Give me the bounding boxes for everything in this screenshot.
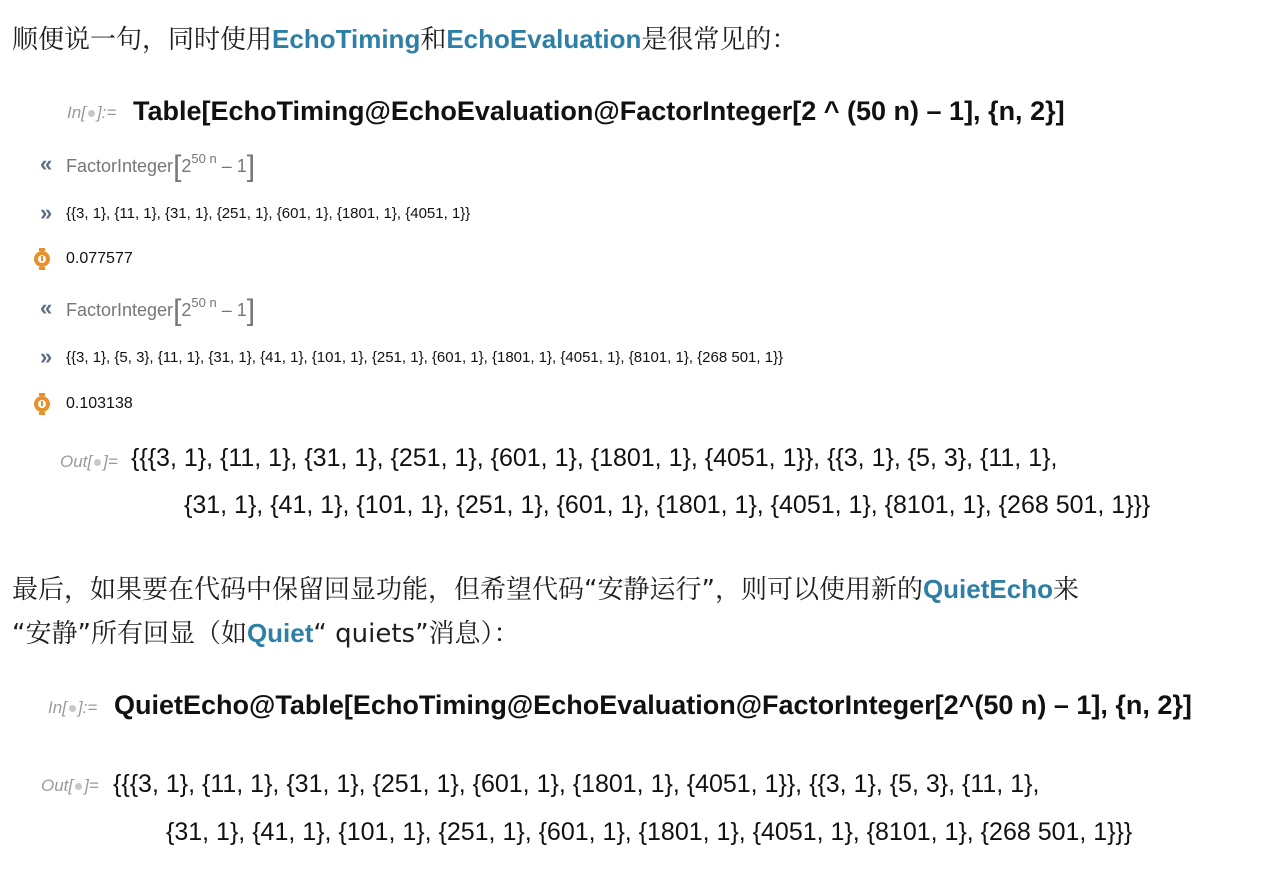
echo-output-mark: » bbox=[40, 344, 53, 369]
out-label: Out[ ]= bbox=[60, 452, 118, 471]
echo-output-mark: » bbox=[40, 200, 53, 225]
cell-dot-icon bbox=[94, 459, 101, 466]
echo-input-mark: « bbox=[40, 151, 53, 176]
quietecho-paragraph-line1: 最后，如果要在代码中保留回显功能，但希望代码“安静运行”，则可以使用新的QuietEcho来 bbox=[12, 574, 1079, 605]
cell-dot-icon bbox=[88, 110, 95, 117]
output-line: {31, 1}, {41, 1}, {101, 1}, {251, 1}, {601, 1}, {1801, 1}, {4051, 1}, {8101, 1}, {268 501, 1}}} bbox=[166, 818, 1133, 846]
cell-dot-icon bbox=[69, 705, 76, 712]
intro-text-mid: 和 bbox=[420, 25, 447, 55]
timing-clock-icon bbox=[34, 251, 50, 271]
echo-input-mark: « bbox=[40, 295, 53, 320]
cell-dot-icon bbox=[75, 783, 82, 790]
in-label: In[ ]:= bbox=[67, 103, 117, 122]
echo-expression: $FactorInteger[2^{50 n} - 1]$ bbox=[66, 294, 256, 327]
echoevaluation-link[interactable]: EchoEvaluation bbox=[446, 24, 642, 54]
echo-result: {{3, 1}, {5, 3}, {11, 1}, {31, 1}, {41, 1}, {101, 1}, {251, 1}, {601, 1}, {1801, 1}, {4051, 1}, {8101, 1}, {268 501, 1}} bbox=[66, 349, 784, 366]
intro-paragraph bbox=[12, 24, 797, 55]
timing-value: 0.103138 bbox=[66, 395, 133, 412]
quiet-link[interactable]: Quiet bbox=[246, 618, 314, 648]
timing-value: 0.077577 bbox=[66, 250, 133, 267]
output-line: {{{3, 1}, {11, 1}, {31, 1}, {251, 1}, {601, 1}, {1801, 1}, {4051, 1}}, {{3, 1}, {5, 3}, {11, 1}, bbox=[113, 770, 1040, 798]
out-label: Out[ ]= bbox=[41, 776, 99, 795]
input-code[interactable]: QuietEcho@Table[EchoTiming@EchoEvaluation@FactorInteger[2^(50 n) – 1], {n, 2}] bbox=[114, 690, 1192, 720]
intro-text: 顺便说一句，同时使用 bbox=[12, 25, 273, 55]
intro-text-end: 是很常见的： bbox=[641, 25, 798, 55]
timing-clock-icon bbox=[34, 396, 50, 416]
output-line: {31, 1}, {41, 1}, {101, 1}, {251, 1}, {601, 1}, {1801, 1}, {4051, 1}, {8101, 1}, {268 501, 1}}} bbox=[184, 491, 1151, 519]
echo-result: {{3, 1}, {11, 1}, {31, 1}, {251, 1}, {601, 1}, {1801, 1}, {4051, 1}} bbox=[66, 205, 471, 222]
output-line: {{{3, 1}, {11, 1}, {31, 1}, {251, 1}, {601, 1}, {1801, 1}, {4051, 1}}, {{3, 1}, {5, 3}, {11, 1}, bbox=[131, 444, 1058, 472]
quietecho-paragraph-line2: “安静”所有回显（如Quiet“ quiets”消息）： bbox=[12, 618, 520, 649]
quietecho-link[interactable]: QuietEcho bbox=[922, 574, 1053, 604]
echotiming-link[interactable]: EchoTiming bbox=[272, 24, 421, 54]
echo-expression: $FactorInteger[2^{50 n} - 1]$ bbox=[66, 150, 256, 183]
input-code[interactable]: Table[EchoTiming@EchoEvaluation@FactorInteger[2 ^ (50 n) – 1], {n, 2}] bbox=[133, 96, 1065, 126]
in-label: In[ ]:= bbox=[48, 698, 98, 717]
